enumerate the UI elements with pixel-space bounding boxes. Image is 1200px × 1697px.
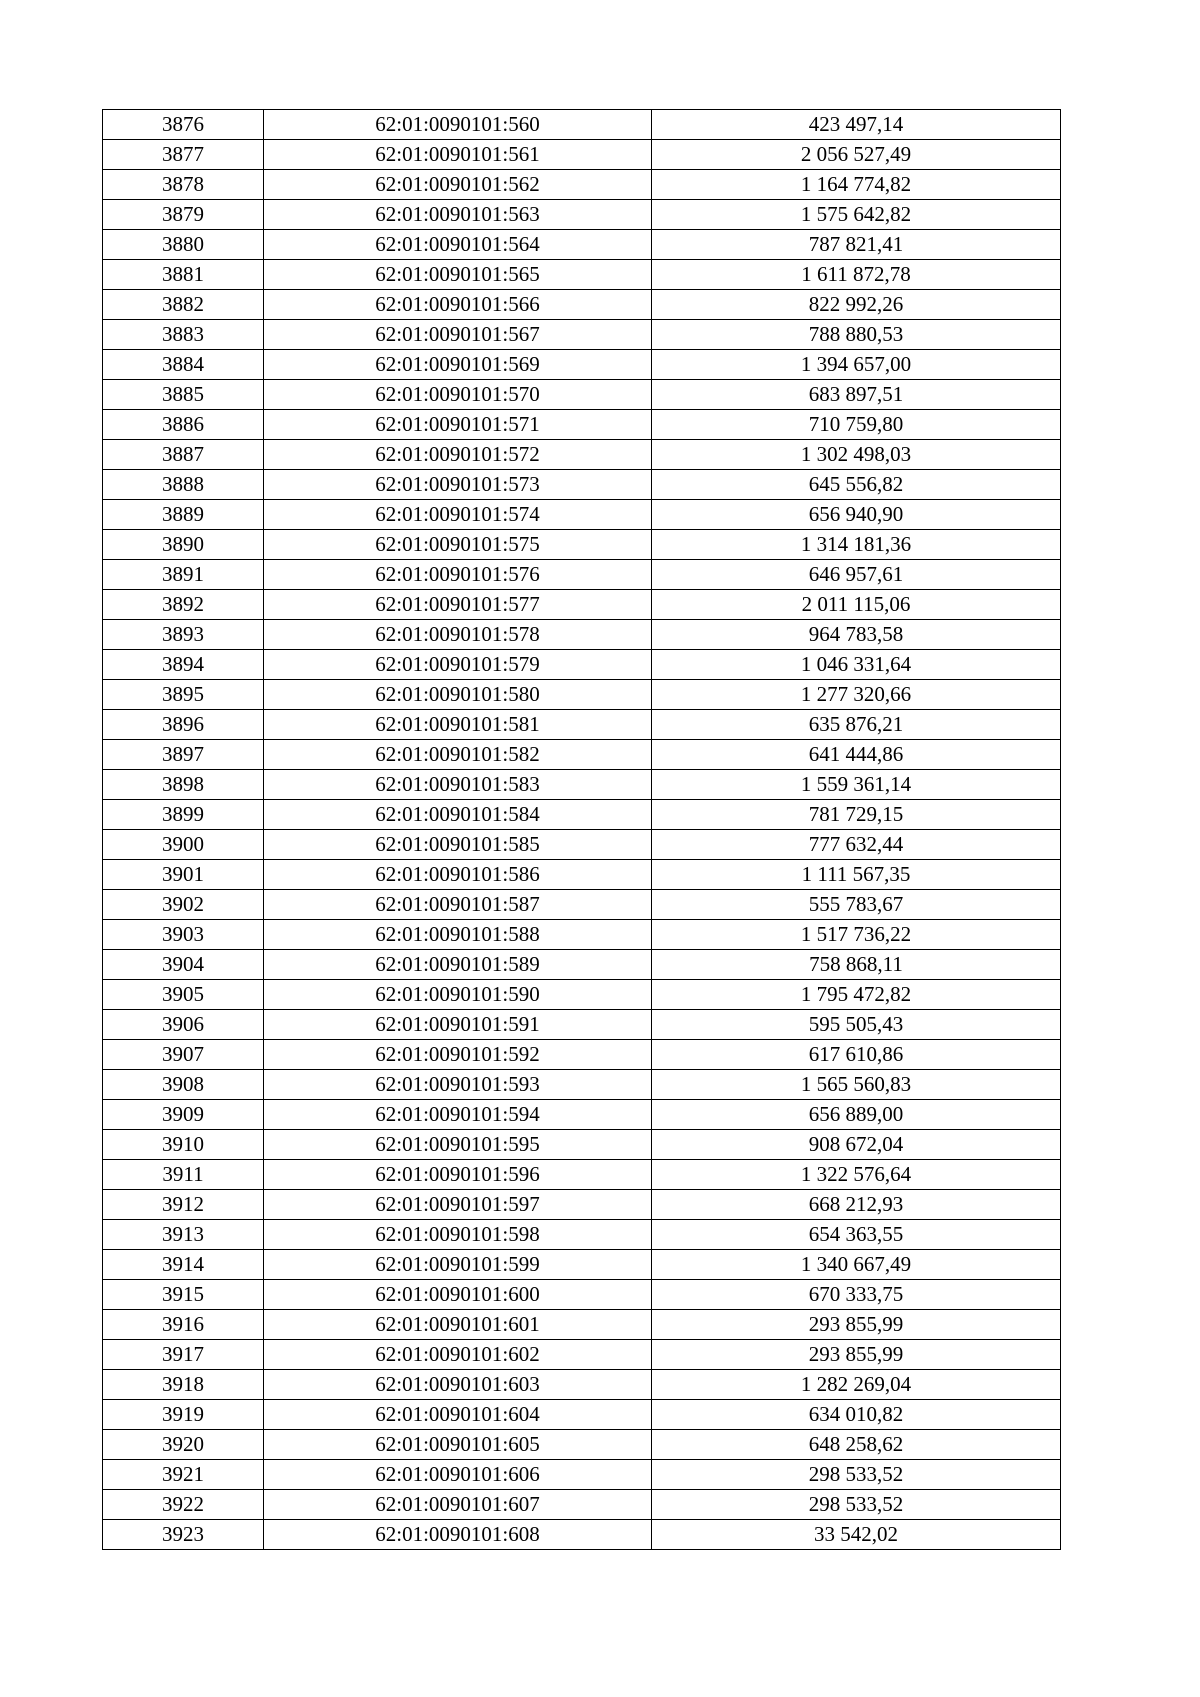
table-row [103,500,1061,530]
table-row [103,1160,1061,1190]
cadastral-number-cell: 62:01:0090101:565 [264,260,652,290]
row-number-cell: 3901 [103,860,264,890]
table-row [103,1430,1061,1460]
cadastral-number-cell: 62:01:0090101:590 [264,980,652,1010]
row-number-cell: 3915 [103,1280,264,1310]
row-number-cell: 3908 [103,1070,264,1100]
table-row [103,560,1061,590]
cadastral-value-cell: 1 282 269,04 [652,1370,1061,1400]
row-number-cell: 3886 [103,410,264,440]
cadastral-number-cell: 62:01:0090101:593 [264,1070,652,1100]
cadastral-number-cell: 62:01:0090101:602 [264,1340,652,1370]
table-row [103,1370,1061,1400]
table-row [103,650,1061,680]
row-number-cell: 3884 [103,350,264,380]
row-number-cell: 3918 [103,1370,264,1400]
table-row [103,1220,1061,1250]
table-row [103,1190,1061,1220]
row-number-cell: 3916 [103,1310,264,1340]
table-row [103,140,1061,170]
cadastral-value-cell: 822 992,26 [652,290,1061,320]
cadastral-value-cell: 758 868,11 [652,950,1061,980]
cadastral-number-cell: 62:01:0090101:588 [264,920,652,950]
cadastral-number-cell: 62:01:0090101:591 [264,1010,652,1040]
cadastral-value-cell: 617 610,86 [652,1040,1061,1070]
row-number-cell: 3893 [103,620,264,650]
table-row [103,320,1061,350]
cadastral-value-cell: 646 957,61 [652,560,1061,590]
table-row [103,440,1061,470]
row-number-cell: 3906 [103,1010,264,1040]
table-body [103,110,1061,1550]
cadastral-value-cell: 1 565 560,83 [652,1070,1061,1100]
row-number-cell: 3909 [103,1100,264,1130]
table-row [103,920,1061,950]
cadastral-number-cell: 62:01:0090101:601 [264,1310,652,1340]
table-row [103,1040,1061,1070]
cadastral-value-cell: 1 559 361,14 [652,770,1061,800]
cadastral-value-cell: 293 855,99 [652,1310,1061,1340]
cadastral-value-cell: 1 575 642,82 [652,200,1061,230]
table-row [103,890,1061,920]
cadastral-number-cell: 62:01:0090101:604 [264,1400,652,1430]
cadastral-value-cell: 1 046 331,64 [652,650,1061,680]
cadastral-number-cell: 62:01:0090101:584 [264,800,652,830]
table-row [103,1340,1061,1370]
cadastral-value-cell: 298 533,52 [652,1460,1061,1490]
cadastral-value-cell: 1 394 657,00 [652,350,1061,380]
cadastral-number-cell: 62:01:0090101:596 [264,1160,652,1190]
cadastral-value-cell: 641 444,86 [652,740,1061,770]
row-number-cell: 3877 [103,140,264,170]
cadastral-number-cell: 62:01:0090101:608 [264,1520,652,1550]
cadastral-value-cell: 1 611 872,78 [652,260,1061,290]
table-row [103,110,1061,140]
row-number-cell: 3889 [103,500,264,530]
row-number-cell: 3922 [103,1490,264,1520]
row-number-cell: 3897 [103,740,264,770]
cadastral-value-cell: 656 940,90 [652,500,1061,530]
cadastral-number-cell: 62:01:0090101:595 [264,1130,652,1160]
cadastral-number-cell: 62:01:0090101:592 [264,1040,652,1070]
cadastral-value-cell: 1 340 667,49 [652,1250,1061,1280]
cadastral-number-cell: 62:01:0090101:607 [264,1490,652,1520]
cadastral-number-cell: 62:01:0090101:579 [264,650,652,680]
cadastral-number-cell: 62:01:0090101:570 [264,380,652,410]
row-number-cell: 3904 [103,950,264,980]
cadastral-number-cell: 62:01:0090101:575 [264,530,652,560]
table-row [103,1130,1061,1160]
cadastral-value-cell: 964 783,58 [652,620,1061,650]
row-number-cell: 3879 [103,200,264,230]
row-number-cell: 3921 [103,1460,264,1490]
cadastral-value-cell: 1 314 181,36 [652,530,1061,560]
cadastral-value-cell: 1 517 736,22 [652,920,1061,950]
table-row [103,170,1061,200]
cadastral-value-cell: 423 497,14 [652,110,1061,140]
cadastral-number-cell: 62:01:0090101:576 [264,560,652,590]
cadastral-value-cell: 293 855,99 [652,1340,1061,1370]
cadastral-number-cell: 62:01:0090101:578 [264,620,652,650]
cadastral-value-cell: 2 056 527,49 [652,140,1061,170]
cadastral-number-cell: 62:01:0090101:577 [264,590,652,620]
cadastral-value-cell: 668 212,93 [652,1190,1061,1220]
row-number-cell: 3888 [103,470,264,500]
cadastral-number-cell: 62:01:0090101:569 [264,350,652,380]
row-number-cell: 3880 [103,230,264,260]
table-row [103,1250,1061,1280]
cadastral-number-cell: 62:01:0090101:581 [264,710,652,740]
cadastral-number-cell: 62:01:0090101:587 [264,890,652,920]
cadastral-value-table [102,109,1061,1550]
cadastral-number-cell: 62:01:0090101:597 [264,1190,652,1220]
table-row [103,230,1061,260]
cadastral-value-cell: 656 889,00 [652,1100,1061,1130]
table-row [103,1070,1061,1100]
row-number-cell: 3887 [103,440,264,470]
table-row [103,620,1061,650]
table-row [103,770,1061,800]
cadastral-value-cell: 787 821,41 [652,230,1061,260]
table-row [103,860,1061,890]
table-row [103,680,1061,710]
cadastral-number-cell: 62:01:0090101:583 [264,770,652,800]
table-row [103,200,1061,230]
table-row [103,800,1061,830]
table-row [103,950,1061,980]
row-number-cell: 3876 [103,110,264,140]
cadastral-number-cell: 62:01:0090101:560 [264,110,652,140]
row-number-cell: 3917 [103,1340,264,1370]
cadastral-number-cell: 62:01:0090101:605 [264,1430,652,1460]
row-number-cell: 3911 [103,1160,264,1190]
cadastral-value-cell: 33 542,02 [652,1520,1061,1550]
cadastral-number-cell: 62:01:0090101:571 [264,410,652,440]
cadastral-value-cell: 683 897,51 [652,380,1061,410]
row-number-cell: 3891 [103,560,264,590]
row-number-cell: 3910 [103,1130,264,1160]
row-number-cell: 3913 [103,1220,264,1250]
cadastral-value-cell: 1 111 567,35 [652,860,1061,890]
cadastral-number-cell: 62:01:0090101:594 [264,1100,652,1130]
cadastral-number-cell: 62:01:0090101:563 [264,200,652,230]
cadastral-number-cell: 62:01:0090101:582 [264,740,652,770]
cadastral-value-cell: 908 672,04 [652,1130,1061,1160]
table-row [103,1520,1061,1550]
cadastral-value-cell: 645 556,82 [652,470,1061,500]
table-row [103,350,1061,380]
cadastral-number-cell: 62:01:0090101:603 [264,1370,652,1400]
table-row [103,1460,1061,1490]
cadastral-value-cell: 648 258,62 [652,1430,1061,1460]
table-row [103,830,1061,860]
row-number-cell: 3899 [103,800,264,830]
row-number-cell: 3905 [103,980,264,1010]
table-row [103,380,1061,410]
row-number-cell: 3902 [103,890,264,920]
cadastral-value-cell: 555 783,67 [652,890,1061,920]
cadastral-value-cell: 788 880,53 [652,320,1061,350]
cadastral-value-cell: 777 632,44 [652,830,1061,860]
table-row [103,410,1061,440]
table-row [103,710,1061,740]
cadastral-value-cell: 781 729,15 [652,800,1061,830]
row-number-cell: 3896 [103,710,264,740]
cadastral-number-cell: 62:01:0090101:598 [264,1220,652,1250]
table-row [103,1100,1061,1130]
cadastral-value-cell: 1 302 498,03 [652,440,1061,470]
row-number-cell: 3923 [103,1520,264,1550]
cadastral-number-cell: 62:01:0090101:562 [264,170,652,200]
cadastral-number-cell: 62:01:0090101:566 [264,290,652,320]
row-number-cell: 3895 [103,680,264,710]
cadastral-number-cell: 62:01:0090101:585 [264,830,652,860]
cadastral-value-cell: 298 533,52 [652,1490,1061,1520]
row-number-cell: 3912 [103,1190,264,1220]
table-row [103,260,1061,290]
row-number-cell: 3900 [103,830,264,860]
row-number-cell: 3890 [103,530,264,560]
cadastral-value-cell: 1 795 472,82 [652,980,1061,1010]
cadastral-value-cell: 1 322 576,64 [652,1160,1061,1190]
row-number-cell: 3894 [103,650,264,680]
cadastral-value-cell: 2 011 115,06 [652,590,1061,620]
cadastral-value-cell: 635 876,21 [652,710,1061,740]
cadastral-value-cell: 710 759,80 [652,410,1061,440]
cadastral-number-cell: 62:01:0090101:599 [264,1250,652,1280]
table-row [103,740,1061,770]
cadastral-number-cell: 62:01:0090101:572 [264,440,652,470]
cadastral-value-cell: 654 363,55 [652,1220,1061,1250]
row-number-cell: 3885 [103,380,264,410]
cadastral-number-cell: 62:01:0090101:573 [264,470,652,500]
row-number-cell: 3882 [103,290,264,320]
row-number-cell: 3892 [103,590,264,620]
cadastral-number-cell: 62:01:0090101:589 [264,950,652,980]
cadastral-number-cell: 62:01:0090101:580 [264,680,652,710]
cadastral-number-cell: 62:01:0090101:567 [264,320,652,350]
cadastral-value-cell: 1 277 320,66 [652,680,1061,710]
cadastral-number-cell: 62:01:0090101:561 [264,140,652,170]
table-row [103,1280,1061,1310]
cadastral-value-cell: 634 010,82 [652,1400,1061,1430]
row-number-cell: 3914 [103,1250,264,1280]
table-row [103,1010,1061,1040]
cadastral-number-cell: 62:01:0090101:564 [264,230,652,260]
cadastral-value-cell: 670 333,75 [652,1280,1061,1310]
table-row [103,1310,1061,1340]
row-number-cell: 3919 [103,1400,264,1430]
row-number-cell: 3883 [103,320,264,350]
row-number-cell: 3898 [103,770,264,800]
cadastral-number-cell: 62:01:0090101:600 [264,1280,652,1310]
cadastral-number-cell: 62:01:0090101:574 [264,500,652,530]
cadastral-number-cell: 62:01:0090101:606 [264,1460,652,1490]
table-row [103,290,1061,320]
row-number-cell: 3907 [103,1040,264,1070]
table-row [103,470,1061,500]
table-row [103,530,1061,560]
cadastral-value-cell: 1 164 774,82 [652,170,1061,200]
cadastral-value-cell: 595 505,43 [652,1010,1061,1040]
row-number-cell: 3920 [103,1430,264,1460]
table-row [103,1490,1061,1520]
table-row [103,590,1061,620]
row-number-cell: 3881 [103,260,264,290]
cadastral-number-cell: 62:01:0090101:586 [264,860,652,890]
row-number-cell: 3903 [103,920,264,950]
row-number-cell: 3878 [103,170,264,200]
table-row [103,980,1061,1010]
table-row [103,1400,1061,1430]
